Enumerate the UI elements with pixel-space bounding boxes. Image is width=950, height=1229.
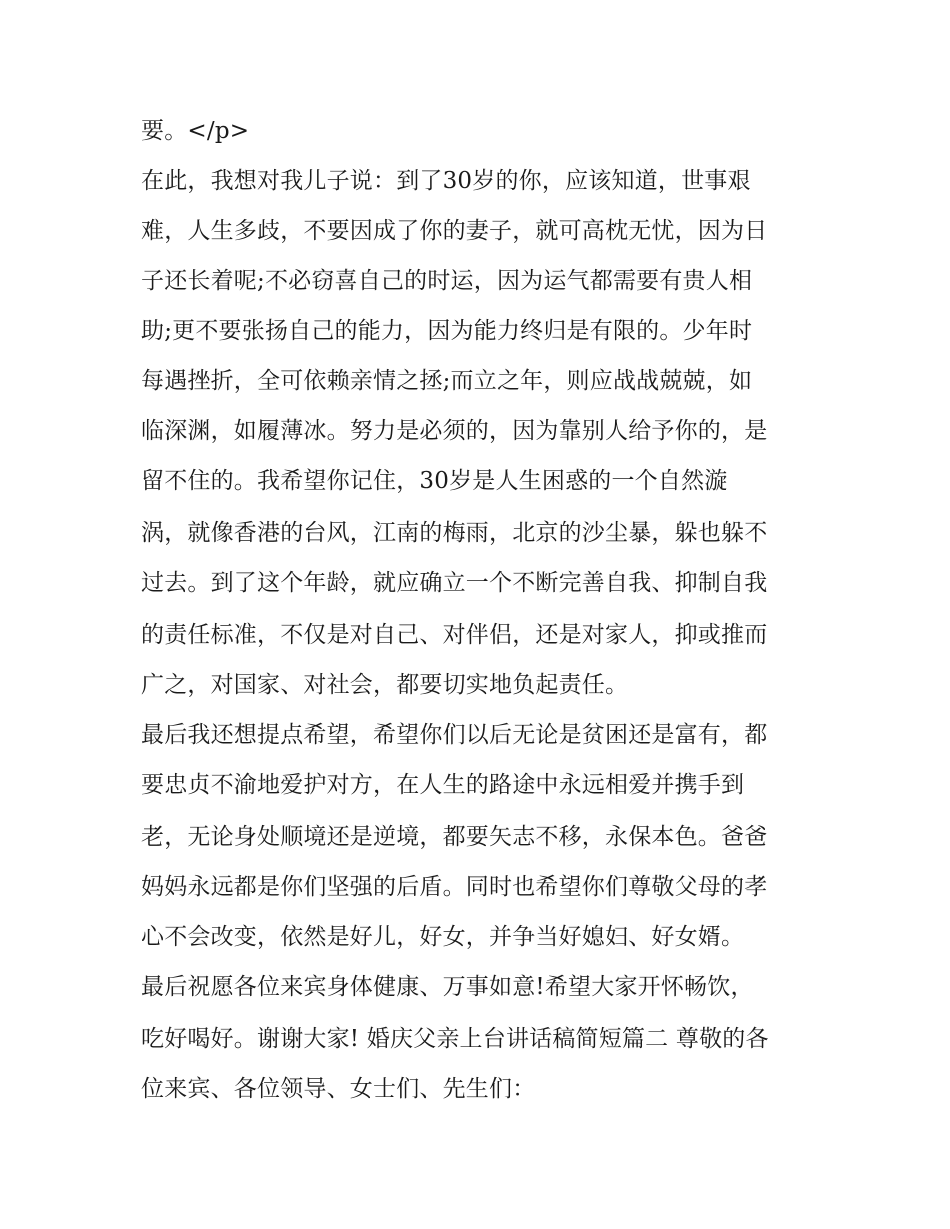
text-line: 吃好喝好。谢谢大家! 婚庆父亲上台讲话稿简短篇二 尊敬的各 xyxy=(141,1026,769,1052)
text-line: 广之，对国家、对社会，都要切实地负起责任。 xyxy=(141,672,629,698)
text-line: 难，人生多歧，不要因成了你的妻子，就可高枕无忧，因为日 xyxy=(141,218,768,244)
text-line: 的责任标准，不仅是对自己、对伴侣，还是对家人，抑或推而 xyxy=(141,622,768,648)
text-line: 在此，我想对我儿子说：到了30岁的你，应该知道，世事艰 xyxy=(141,168,751,194)
text-line: 过去。到了这个年龄，就应确立一个不断完善自我、抑制自我 xyxy=(141,570,768,596)
text-line: 心不会改变，依然是好儿，好女，并争当好媳妇、好女婿。 xyxy=(141,924,745,950)
text-line: 要。</p> xyxy=(141,118,250,144)
text-line: 助;更不要张扬自己的能力，因为能力终归是有限的。少年时 xyxy=(141,318,753,344)
text-line: 最后祝愿各位来宾身体健康、万事如意!希望大家开怀畅饮， xyxy=(141,974,754,1000)
text-line: 妈妈永远都是你们坚强的后盾。同时也希望你们尊敬父母的孝 xyxy=(141,874,768,900)
text-line: 每遇挫折，全可依赖亲情之拯;而立之年，则应战战兢兢，如 xyxy=(141,368,753,394)
text-line: 临深渊，如履薄冰。努力是必须的，因为靠别人给予你的，是 xyxy=(141,418,768,444)
text-line: 最后我还想提点希望，希望你们以后无论是贫困还是富有，都 xyxy=(141,722,768,748)
text-line: 老，无论身处顺境还是逆境，都要矢志不移，永保本色。爸爸 xyxy=(141,824,768,850)
text-line: 位来宾、各位领导、女士们、先生们： xyxy=(141,1076,536,1102)
text-line: 留不住的。我希望你记住，30岁是人生困惑的一个自然漩 xyxy=(141,468,728,494)
text-line: 涡，就像香港的台风，江南的梅雨，北京的沙尘暴，躲也躲不 xyxy=(141,520,768,546)
text-line: 子还长着呢;不必窃喜自己的时运，因为运气都需要有贵人相 xyxy=(141,268,753,294)
text-line: 要忠贞不渝地爱护对方，在人生的路途中永远相爱并携手到 xyxy=(141,772,745,798)
